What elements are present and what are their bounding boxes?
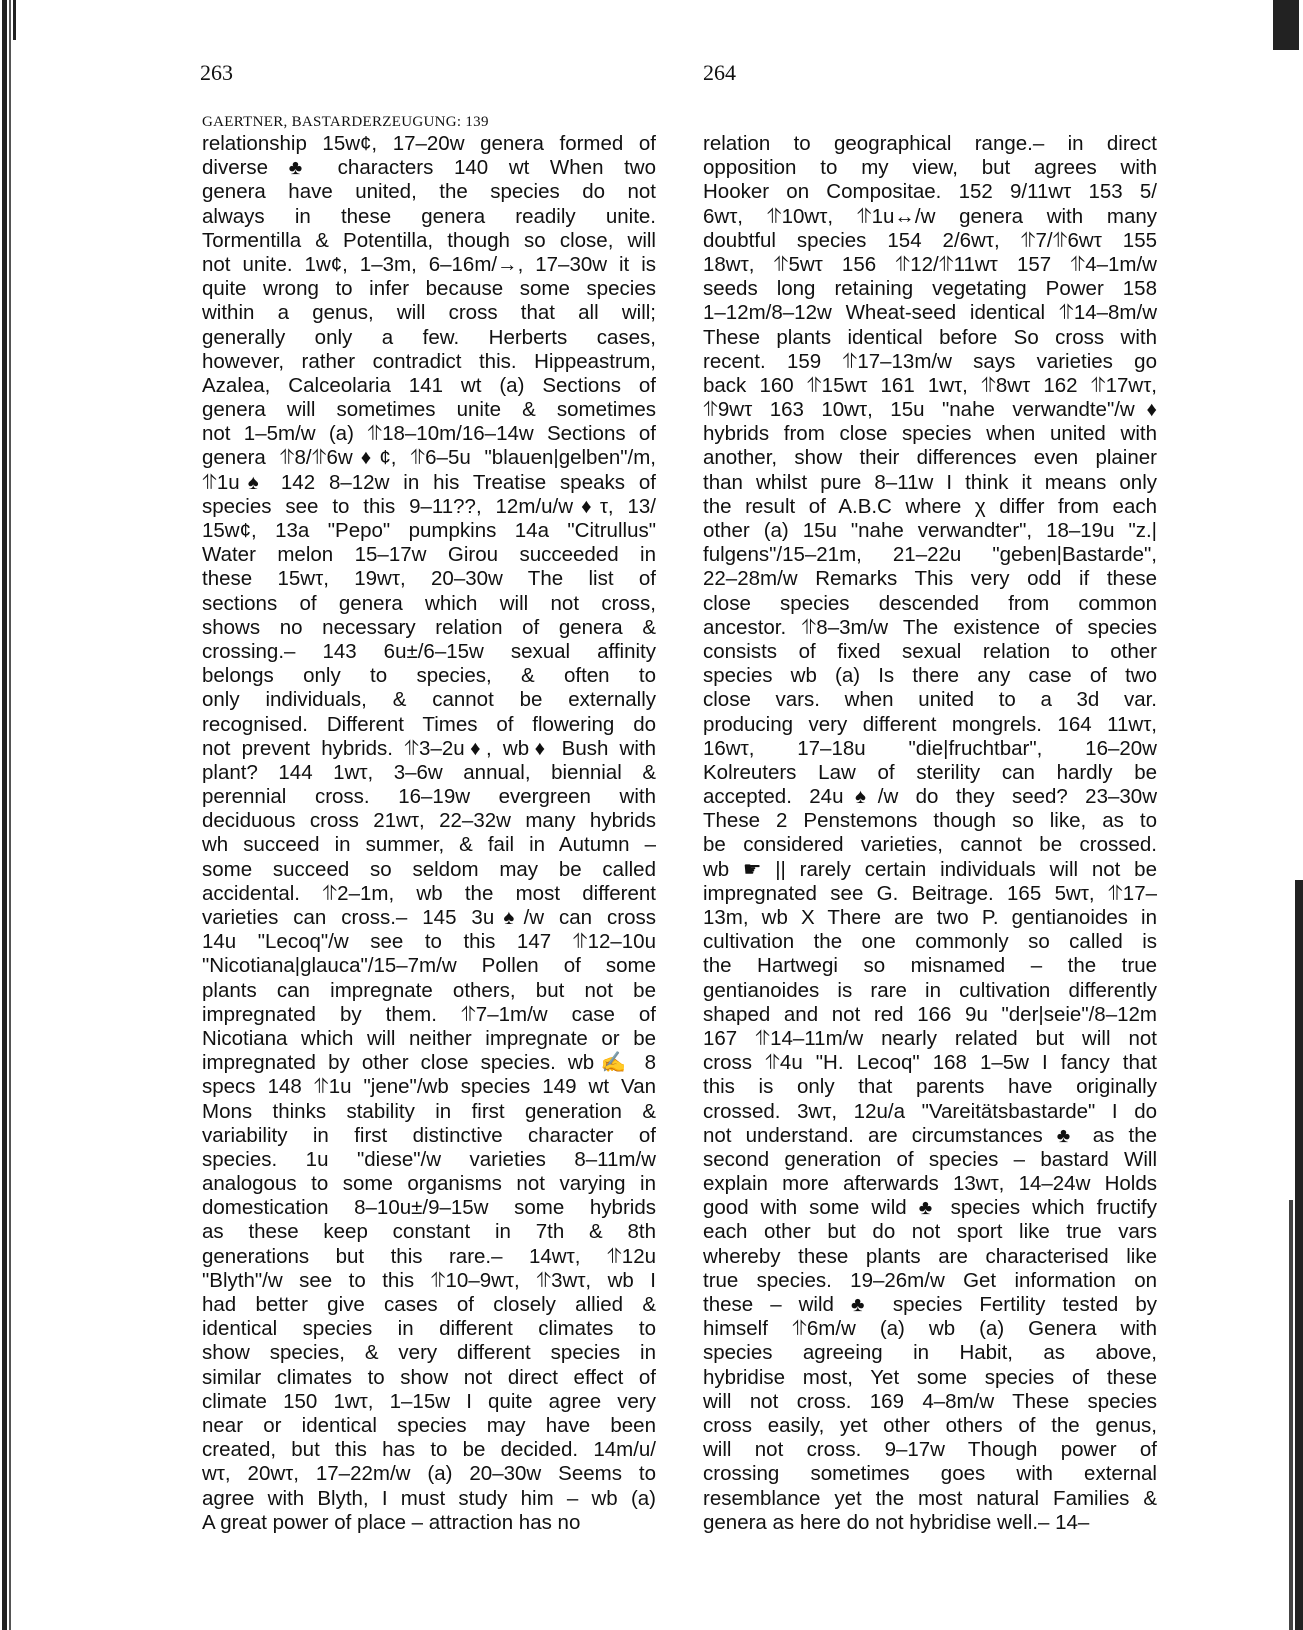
text-line: another, show their differences even plainer: [703, 446, 1157, 470]
text-line: accepted. 24u♠/w do they seed? 23–30w: [703, 785, 1157, 809]
text-line: crossing sometimes goes with external: [703, 1462, 1157, 1486]
text-line: These plants identical before So cross with: [703, 325, 1157, 349]
text-line: explain more afterwards 13wτ, 14–24w Holds: [703, 1172, 1157, 1196]
text-line: gentianoides is rare in cultivation differently: [703, 978, 1157, 1002]
text-line: ancestor. ⥣8–3m/w The existence of species: [703, 615, 1157, 639]
text-line: back 160 ⥣15wτ 161 1wτ, ⥣8wτ 162 ⥣17wτ,: [703, 373, 1157, 397]
text-line: cross ⥣4u "H. Lecoq" 168 1–5w I fancy that: [703, 1051, 1157, 1075]
text-line: whereby these plants are characterised like: [703, 1244, 1157, 1268]
text-line: plant? 144 1wτ, 3–6w annual, biennial &: [202, 760, 656, 784]
text-line: 1–12m/8–12w Wheat-seed identical ⥣14–8m/w: [703, 301, 1157, 325]
text-line: species see to this 9–11??, 12m/u/w♦τ, 13/: [202, 494, 656, 518]
text-line: A great power of place – attraction has no: [202, 1510, 581, 1534]
text-line: 15w¢, 13a "Pepo" pumpkins 14a "Citrullus": [202, 519, 656, 542]
text-line: domestication 8–10u±/9–15w some hybrids: [202, 1196, 656, 1220]
text-line: analogous to some organisms not varying in: [202, 1172, 656, 1196]
text-line: "Blyth"/w see to this ⥣10–9wτ, ⥣3wτ, wb I: [202, 1268, 656, 1292]
text-line: close vars. when united to a 3d var.: [703, 688, 1157, 712]
left-column-text: [202, 132, 656, 1535]
text-line: Nicotiana which will neither impregnate or be: [202, 1026, 656, 1050]
text-line: created, but this has to be decided. 14m/u/: [202, 1438, 656, 1462]
text-line: be considered varieties, cannot be crossed.: [703, 833, 1157, 857]
text-line: cross easily, yet other others of the genus,: [703, 1413, 1157, 1437]
text-line: show species, & very different species in: [202, 1341, 656, 1365]
text-line: perennial cross. 16–19w evergreen with: [202, 785, 656, 809]
text-line: crossing.– 143 6u±/6–15w sexual affinity: [202, 639, 656, 663]
text-line: species. 1u "diese"/w varieties 8–11m/w: [202, 1147, 656, 1171]
text-line: not 1–5m/w (a) ⥣18–10m/16–14w Sections of: [202, 422, 656, 446]
text-line: species agreeing in Habit, as above,: [703, 1341, 1157, 1365]
text-line: belongs only to species, & often to: [202, 664, 656, 688]
text-line: 22–28m/w Remarks This very odd if these: [703, 567, 1157, 591]
text-line: varieties can cross.– 145 3u♠/w can cross: [202, 906, 656, 929]
text-line: consists of fixed sexual relation to other: [703, 639, 1157, 663]
text-line: accidental. ⥣2–1m, wb the most different: [202, 881, 656, 905]
text-line: 18wτ, ⥣5wτ 156 ⥣12/⥣11wτ 157 ⥣4–1m/w: [703, 252, 1157, 276]
running-head: GAERTNER, BASTARDERZEUGUNG: 139: [202, 114, 489, 130]
text-line: only individuals, & cannot be externally: [202, 688, 656, 712]
text-line: Tormentilla & Potentilla, though so close, will: [202, 228, 656, 252]
text-line: sections of genera which will not cross,: [202, 591, 656, 615]
text-line: 13m, wb X There are two P. gentianoides in: [703, 906, 1157, 929]
text-line: Mons thinks stability in first generation &: [202, 1099, 656, 1123]
text-line: near or identical species may have been: [202, 1413, 656, 1437]
text-line: close species descended from common: [703, 591, 1157, 615]
text-line: quite wrong to infer because some species: [202, 277, 656, 301]
text-line: shaped and not red 166 9u "der|seie"/8–12m: [703, 1002, 1157, 1026]
text-line: this is only that parents have originally: [703, 1075, 1157, 1099]
right-column-text: [703, 132, 1157, 1535]
scan-edge-left: [0, 0, 22, 1630]
text-line: opposition to my view, but agrees with: [703, 156, 1157, 180]
text-line: identical species in different climates to: [202, 1317, 656, 1341]
text-line: impregnated see G. Beitrage. 165 5wτ, ⥣17–: [703, 881, 1157, 905]
text-line: 6wτ, ⥣10wτ, ⥣1u↔/w genera with many: [703, 204, 1157, 228]
text-line: some succeed so seldom may be called: [202, 857, 656, 881]
text-line: deciduous cross 21wτ, 22–32w many hybrids: [202, 809, 656, 833]
text-line: hybridise most, Yet some species of these: [703, 1365, 1157, 1389]
text-line: each other but do not sport like true vars: [703, 1220, 1157, 1244]
text-line: however, rather contradict this. Hippeastrum,: [202, 349, 656, 373]
text-line: hybrids from close species when united with: [703, 422, 1157, 446]
text-line: wh succeed in summer, & fail in Autumn –: [202, 833, 656, 857]
text-line: plants can impregnate others, but not be: [202, 978, 656, 1002]
text-line: than whilst pure 8–11w I think it means only: [703, 470, 1157, 494]
text-line: wτ, 20wτ, 17–22m/w (a) 20–30w Seems to: [202, 1462, 656, 1486]
text-line: agree with Blyth, I must study him – wb (a): [202, 1486, 656, 1510]
text-line: resemblance yet the most natural Families &: [703, 1486, 1157, 1510]
text-line: Water melon 15–17w Girou succeeded in: [202, 543, 656, 567]
text-line: good with some wild ♣ species which fructify: [703, 1196, 1157, 1220]
text-line: these 15wτ, 19wτ, 20–30w The list of: [202, 567, 656, 591]
text-line: always in these genera readily unite.: [202, 204, 656, 228]
text-line: shows no necessary relation of genera &: [202, 615, 656, 639]
text-line: genera have united, the species do not: [202, 180, 656, 204]
text-line: these – wild ♣ species Fertility tested by: [703, 1293, 1157, 1316]
right-page-number: 264: [703, 60, 736, 85]
text-line: not prevent hybrids. ⥣3–2u♦, wb♦ Bush with: [202, 736, 656, 760]
text-line: Azalea, Calceolaria 141 wt (a) Sections of: [202, 373, 656, 397]
text-line: 14u "Lecoq"/w see to this 147 ⥣12–10u: [202, 930, 656, 954]
text-line: relation to geographical range.– in direct: [703, 132, 1157, 155]
text-line: species wb (a) Is there any case of two: [703, 664, 1157, 688]
text-line: within a genus, will cross that all will;: [202, 301, 656, 325]
text-line: Hooker on Compositae. 152 9/11wτ 153 5/: [703, 180, 1157, 204]
text-line: the result of A.B.C where χ differ from each: [703, 494, 1157, 518]
text-line: not understand. are circumstances ♣ as the: [703, 1123, 1157, 1147]
text-line: genera will sometimes unite & sometimes: [202, 398, 656, 422]
text-line: impregnated by other close species. wb✍ 8: [202, 1051, 656, 1075]
text-line: specs 148 ⥣1u "jene"/wb species 149 wt Van: [202, 1075, 656, 1099]
text-line: himself ⥣6m/w (a) wb (a) Genera with: [703, 1317, 1157, 1341]
text-line: cultivation the one commonly so called is: [703, 930, 1157, 954]
text-line: true species. 19–26m/w Get information on: [703, 1268, 1157, 1292]
text-line: had better give cases of closely allied &: [202, 1293, 656, 1316]
text-line: relationship 15w¢, 17–20w genera formed of: [202, 132, 656, 155]
text-line: similar climates to show not direct effect of: [202, 1365, 656, 1389]
text-line: crossed. 3wτ, 12u/a "Vareitätsbastarde" I do: [703, 1099, 1157, 1123]
text-line: as these keep constant in 7th & 8th: [202, 1220, 656, 1244]
text-line: will not cross. 9–17w Though power of: [703, 1438, 1157, 1462]
text-line: climate 150 1wτ, 1–15w I quite agree very: [202, 1389, 656, 1413]
text-line: ⥣9wτ 163 10wτ, 15u "nahe verwandte"/w♦: [703, 398, 1157, 422]
text-line: not unite. 1w¢, 1–3m, 6–16m/→, 17–30w it is: [202, 252, 656, 276]
text-line: "Nicotiana|glauca"/15–7m/w Pollen of some: [202, 954, 656, 978]
left-page-number: 263: [200, 60, 233, 85]
text-line: wb ☛ || rarely certain individuals will not be: [703, 857, 1157, 881]
text-line: the Hartwegi so misnamed – the true: [703, 954, 1157, 978]
text-line: generally only a few. Herberts cases,: [202, 325, 656, 349]
text-line: second generation of species – bastard Will: [703, 1147, 1157, 1171]
text-line: recent. 159 ⥣17–13m/w says varieties go: [703, 349, 1157, 373]
text-line: fulgens"/15–21m, 21–22u "geben|Bastarde",: [703, 543, 1157, 567]
scan-edge-right: [1263, 0, 1303, 1630]
text-line: will not cross. 169 4–8m/w These species: [703, 1389, 1157, 1413]
text-line: ⥣1u♠ 142 8–12w in his Treatise speaks of: [202, 470, 656, 494]
text-line: impregnated by them. ⥣7–1m/w case of: [202, 1002, 656, 1026]
text-line: Kolreuters Law of sterility can hardly be: [703, 760, 1157, 784]
text-line: seeds long retaining vegetating Power 158: [703, 277, 1157, 301]
text-line: generations but this rare.– 14wτ, ⥣12u: [202, 1244, 656, 1268]
text-line: genera ⥣8/⥣6w♦¢, ⥣6–5u "blauen|gelben"/m,: [202, 446, 656, 470]
text-line: diverse ♣ characters 140 wt When two: [202, 156, 656, 180]
text-line: 16wτ, 17–18u "die|fruchtbar", 16–20w: [703, 736, 1157, 760]
text-line: genera as here do not hybridise well.– 14–: [703, 1510, 1090, 1534]
text-line: other (a) 15u "nahe verwandter", 18–19u "z.|: [703, 519, 1157, 542]
text-line: producing very different mongrels. 164 11wτ,: [703, 712, 1157, 736]
text-line: doubtful species 154 2/6wτ, ⥣7/⥣6wτ 155: [703, 228, 1157, 252]
text-line: recognised. Different Times of flowering do: [202, 712, 656, 736]
text-line: These 2 Penstemons though so like, as to: [703, 809, 1157, 833]
text-line: variability in first distinctive character of: [202, 1123, 656, 1147]
text-line: 167 ⥣14–11m/w nearly related but will not: [703, 1026, 1157, 1050]
